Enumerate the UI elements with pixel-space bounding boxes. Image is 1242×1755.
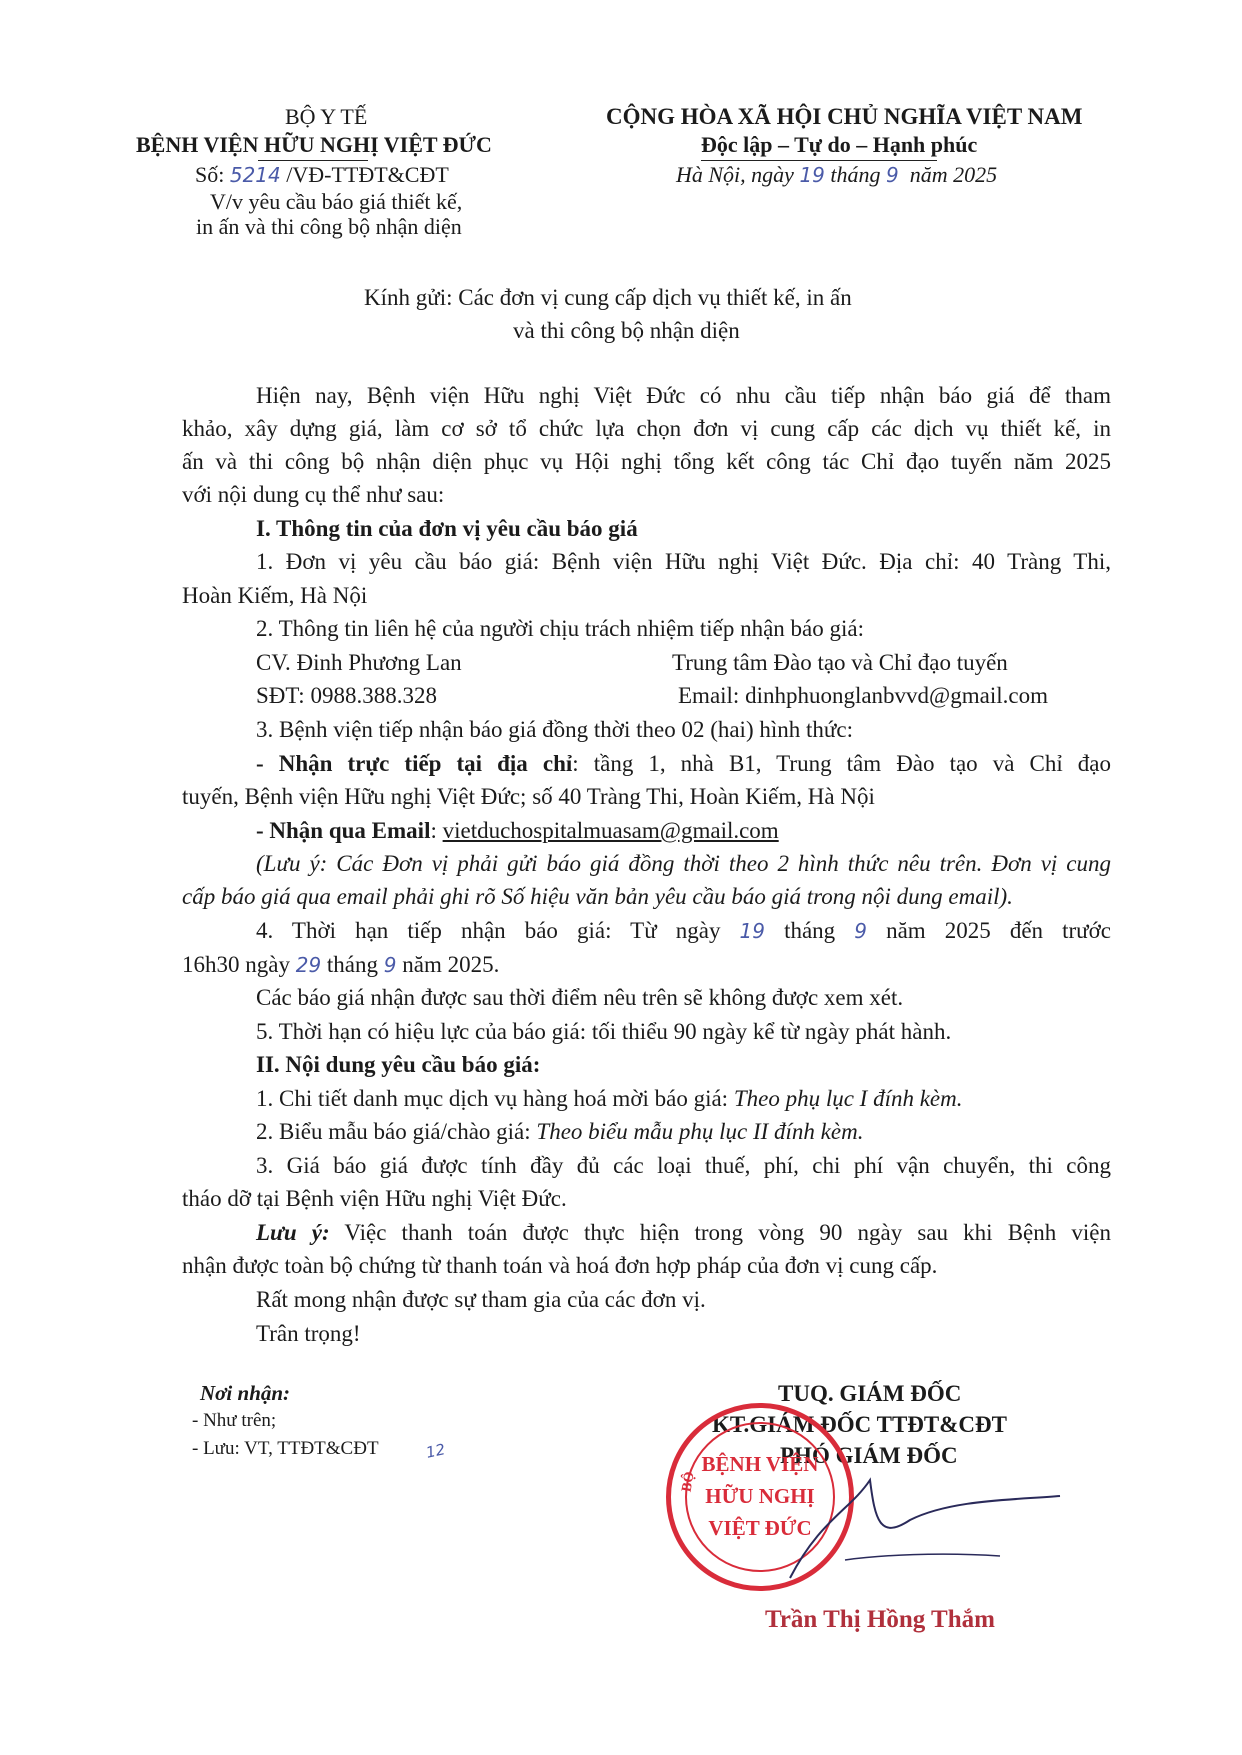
national-motto: Độc lập – Tự do – Hạnh phúc [701, 132, 978, 157]
section-1-item-4-cont: 16h30 ngày 29 tháng 9 năm 2025. [182, 952, 500, 977]
deadline-end-day-handwritten: 29 [295, 953, 322, 977]
republic-title: CỘNG HÒA XÃ HỘI CHỦ NGHĨA VIỆT NAM [606, 104, 1083, 129]
hospital-underline [258, 160, 368, 161]
deadline-end-month-handwritten: 9 [383, 953, 397, 977]
direct-submission-cont: tuyến, Bệnh viện Hữu nghị Việt Đức; số 40 Tràng Thi, Hoàn Kiếm, Hà Nội [182, 784, 875, 809]
signer-name: Trần Thị Hồng Thắm [765, 1606, 995, 1633]
contact-name: CV. Đinh Phương Lan [256, 650, 462, 675]
payment-note-cont: nhận được toàn bộ chứng từ thanh toán và hoá đơn hợp pháp của đơn vị cung cấp. [182, 1253, 938, 1278]
document-number-handwritten: 5214 [229, 163, 281, 187]
section-1-heading: I. Thông tin của đơn vị yêu cầu báo giá [256, 516, 638, 541]
deadline-start-day-handwritten: 19 [739, 919, 765, 943]
deadline-start-month-handwritten: 9 [854, 919, 867, 943]
intro-line-4: với nội dung cụ thể như sau: [182, 482, 445, 507]
date-day-handwritten: 19 [799, 163, 825, 187]
section-1-item-1: 1. Đơn vị yêu cầu báo giá: Bệnh viện Hữu nghị Việt Đức. Địa chỉ: 40 Tràng Thi, [256, 549, 1111, 574]
email-submission: - Nhận qua Email: vietduchospitalmuasam@gmail.com [256, 818, 779, 843]
section-2-heading: II. Nội dung yêu cầu báo giá: [256, 1052, 541, 1077]
payment-note: Lưu ý: Việc thanh toán được thực hiện trong vòng 90 ngày sau khi Bệnh viện [256, 1220, 1111, 1245]
section-2-item-3-cont: tháo dỡ tại Bệnh viện Hữu nghị Việt Đức. [182, 1186, 567, 1211]
ministry-name: BỘ Y TẾ [285, 104, 368, 129]
document-number: Số: 5214 /VĐ-TTĐT&CĐT [195, 162, 449, 187]
late-submission-note: Các báo giá nhận được sau thời điểm nêu trên sẽ không được xem xét. [256, 985, 904, 1010]
submission-email-link[interactable]: vietduchospitalmuasam@gmail.com [442, 818, 779, 843]
contact-email: Email: dinhphuonglanbvvd@gmail.com [678, 683, 1048, 708]
section-1-item-1-cont: Hoàn Kiếm, Hà Nội [182, 583, 368, 608]
intro-line-1: Hiện nay, Bệnh viện Hữu nghị Việt Đức có nhu cầu tiếp nhận báo giá để tham [256, 383, 1111, 408]
recipient-line-2: và thi công bộ nhận diện [513, 318, 740, 343]
note-line-1: (Lưu ý: Các Đơn vị phải gửi báo giá đồng thời theo 2 hình thức nêu trên. Đơn vị cung [256, 851, 1111, 876]
closing-line: Rất mong nhận được sự tham gia của các đơn vị. [256, 1287, 706, 1312]
signature-title-2: KT.GIÁM ĐỐC TTĐT&CĐT [712, 1412, 1007, 1437]
document-date: Hà Nội, ngày 19 tháng 9 năm 2025 [676, 162, 998, 187]
section-2-item-2: 2. Biểu mẫu báo giá/chào giá: Theo biểu mẫu phụ lục II đính kèm. [256, 1119, 864, 1144]
recipient-item-2: - Lưu: VT, TTĐT&CĐT [192, 1438, 379, 1459]
section-1-item-5: 5. Thời hạn có hiệu lực của báo giá: tối thiểu 90 ngày kể từ ngày phát hành. [256, 1019, 952, 1044]
section-1-item-3: 3. Bệnh viện tiếp nhận báo giá đồng thời theo 02 (hai) hình thức: [256, 717, 853, 742]
subject-line-1: V/v yêu cầu báo giá thiết kế, [210, 189, 463, 214]
stamp-side-text: BỘ [679, 1470, 698, 1494]
intro-line-3: ấn và thi công bộ nhận diện phục vụ Hội nghị tổng kết công tác Chỉ đạo tuyến năm 2025 [182, 449, 1111, 474]
initials-handwritten: 12 [424, 1440, 447, 1462]
date-month-handwritten: 9 [886, 163, 899, 187]
regards-line: Trân trọng! [256, 1321, 361, 1346]
recipient-line-1: Kính gửi: Các đơn vị cung cấp dịch vụ thiết kế, in ấn [364, 285, 852, 310]
direct-submission: - Nhận trực tiếp tại địa chỉ: tầng 1, nhà B1, Trung tâm Đào tạo và Chỉ đạo [256, 751, 1111, 776]
intro-line-2: khảo, xây dựng giá, làm cơ sở tổ chức lựa chọn đơn vị cung cấp các dịch vụ thiết kế, in [182, 416, 1111, 441]
hospital-name: BỆNH VIỆN HỮU NGHỊ VIỆT ĐỨC [136, 132, 492, 157]
subject-line-2: in ấn và thi công bộ nhận diện [196, 214, 462, 239]
signature-title-3: PHÓ GIÁM ĐỐC [780, 1443, 958, 1468]
stamp-text-1: BỆNH VIỆN [701, 1452, 819, 1476]
motto-underline [701, 160, 937, 161]
section-2-item-3: 3. Giá báo giá được tính đầy đủ các loại thuế, phí, chi phí vận chuyển, thi công [256, 1153, 1111, 1178]
contact-phone: SĐT: 0988.388.328 [256, 683, 437, 708]
handwritten-signature [760, 1460, 1080, 1600]
stamp-text-3: VIỆT ĐỨC [708, 1516, 812, 1540]
recipients-title: Nơi nhận: [200, 1381, 291, 1405]
section-1-item-2: 2. Thông tin liên hệ của người chịu trách nhiệm tiếp nhận báo giá: [256, 616, 864, 641]
stamp-text-2: HỮU NGHỊ [705, 1484, 815, 1508]
contact-unit: Trung tâm Đào tạo và Chỉ đạo tuyến [672, 650, 1008, 675]
recipient-item-1: - Như trên; [192, 1410, 277, 1431]
section-2-item-1: 1. Chi tiết danh mục dịch vụ hàng hoá mời báo giá: Theo phụ lục I đính kèm. [256, 1086, 963, 1111]
note-line-2: cấp báo giá qua email phải ghi rõ Số hiệu văn bản yêu cầu báo giá trong nội dung email). [182, 884, 1013, 909]
signature-title-1: TUQ. GIÁM ĐỐC [778, 1381, 962, 1406]
section-1-item-4: 4. Thời hạn tiếp nhận báo giá: Từ ngày 19 tháng 9 năm 2025 đến trước [256, 918, 1111, 943]
